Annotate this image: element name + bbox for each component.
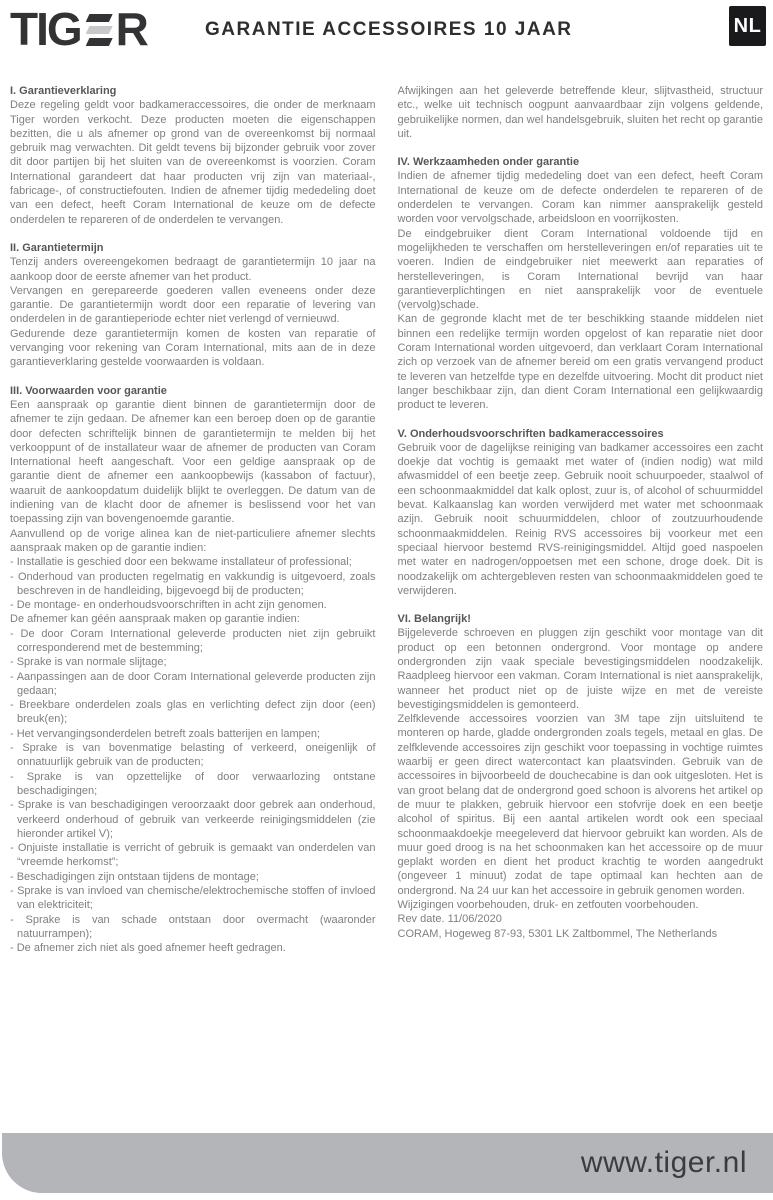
website-link[interactable]: www.tiger.nl: [580, 1146, 747, 1179]
section-4-paragraph: De eindgebruiker dient Coram International voldoende tijd en mogelijkheden te verschaffen om herstelleveringen en/of reparaties uit te voeren. Indien de eindgebruiker niet meewerkt aan reparaties of herstelleveringen, is Coram International bevrijd van haar garantieverplichtingen en niet aansprakelijk voor de eventuele (vervolg)schade.: [397, 227, 763, 312]
company-address: CORAM, Hogeweg 87-93, 5301 LK Zaltbommel, The Netherlands: [397, 927, 718, 940]
section-2-paragraph: Tenzij anders overeengekomen bedraagt de garantietermijn 10 jaar na aankoop door de eerste afnemer van het product.: [10, 256, 376, 283]
exclusion-list-item: - Sprake is van bovenmatige belasting of verkeerd, oneigenlijk of onnatuurlijk gebruik van de producten;: [10, 742, 376, 769]
section-6-paragraph: Bijgeleverde schroeven en pluggen zijn geschikt voor montage van dit product op een betonnen ondergrond. Voor montage op andere ondergronden zijn vaak speciale bevestigingsmiddelen noodzakelijk. Raadpleeg hiervoor een vakman. Coram International is niet aansprakelijk, wanneer het product niet op de juiste wijze en met de vereiste bevestigingsmiddelen is gemonteerd.: [397, 627, 763, 711]
condition-list-item: - Installatie is geschied door een bekwame installateur of professional;: [10, 556, 352, 569]
exclusion-list-item: - Sprake is van schade ontstaan door overmacht (waaronder natuurrampen);: [10, 913, 376, 940]
language-badge: NL: [729, 6, 766, 46]
page-title: GARANTIE ACCESSOIRES 10 JAAR: [205, 19, 573, 40]
document-body: [10, 84, 763, 956]
exclusion-list-item: - Het vervangingsonderdelen betreft zoals batterijen en lampen;: [10, 727, 321, 740]
section-3-paragraph: Een aanspraak op garantie dient binnen de garantietermijn door de afnemer te zijn gedaan. De afnemer kan een beroep doen op de garantie door defecten schriftelijk binnen de garantietermijn te melden bij het verkooppunt of de installateur waar de afnemer de producten van Coram International heeft aangeschaft. Voor een geldige aanspraak op de garantie dient de afnemer een aankoopbewijs (kassabon of factuur), waaruit de aankoopdatum duidelijk blijkt te overleggen. De datum van de indiening van de klacht door de afnemer is beslissend voor het van toepassing zijn van bovengenoemde garantie.: [10, 398, 376, 526]
exclusion-list-item: - Sprake is van opzettelijke of door verwaarlozing ontstane beschadigingen;: [10, 770, 376, 797]
section-4-paragraph: Kan de gegronde klacht met de ter beschikking staande middelen niet binnen een redelijke termijn worden opgelost of kan reparatie niet door Coram International worden uitgevoerd, dan verklaart Coram International zich op verzoek van de afnemer bereid om een gratis vervangend product te leveren van hetzelfde type en dezelfde uitvoering. Mocht dit product niet langer beschikbaar zijn, dan dient Coram International een gelijkwaardig product te leveren.: [397, 313, 763, 412]
section-6-heading: VI. Belangrijk!: [397, 613, 471, 626]
section-3-paragraph: De afnemer kan géén aanspraak maken op garantie indien:: [10, 613, 300, 626]
exclusion-list-item: - De afnemer zich niet als goed afnemer heeft gedragen.: [10, 942, 286, 955]
exclusion-list-item: - Sprake is van normale slijtage;: [10, 656, 167, 669]
section-2-heading: II. Garantietermijn: [10, 241, 104, 254]
exclusion-list-item: - Sprake is van beschadigingen veroorzaakt door gebrek aan onderhoud, verkeerd onderhoud of gebruik van verkeerde reinigingsmiddelen (zie hieronder artikel V);: [10, 799, 376, 840]
exclusion-list-item: - De door Coram International geleverde producten niet zijn gebruikt corresponderend met de bestemming;: [10, 627, 376, 654]
tiger-logo: [10, 3, 147, 55]
section-5-paragraph: Gebruik voor de dagelijkse reiniging van badkamer accessoires een zacht doekje dat vochtig is gemaakt met water of (indien nodig) wat mild afwasmiddel of een beetje zeep. Gebruik nooit schuurpoeder, staalwol of een schoonmaakmiddel dat kalk oplost, zuur is, of alcohol of schuurmiddel bevat. Kalkaanslag kan worden verwijderd met water met schoonmaak azijn. Gebruik nooit schuurmiddelen, chloor of zoutzuurhoudende schoonmaakmiddelen. Reinig RVS accessoires bij voorkeur met een speciaal hiervoor bestemd RVS-reinigingsmiddel. Altijd goed naspoelen met water en nadrogen/oppoetsen met een schone, droge doek. Dit is noodzakelijk om achtergebleven resten van schoonmaakmiddelen goed te verwijderen.: [397, 441, 763, 597]
exclusion-list-item: - Onjuiste installatie is verricht of gebruik is gemaakt van onderdelen van “vreemde herkomst”;: [10, 842, 376, 869]
section-1-heading: I. Garantieverklaring: [10, 85, 117, 97]
right-column: [398, 84, 764, 956]
section-6-paragraph: Zelfklevende accessoires voorzien van 3M tape zijn uitsluitend te monteren op harde, gladde ondergronden zoals tegels, metaal en glas. De zelfklevende accessoires zijn geschikt voor toepassing in vochtige ruimtes waarbij er geen direct watercontact kan plaatsvinden. Gebruik van de accessoires in bijvoorbeeld de douchecabine is dan ook uitgesloten. Het is van groot belang dat de ondergrond goed schoon is alvorens het artikel op de muur te plakken, gebruik hiervoor een stofvrije doek en een beetje alcohol of spiritus. Bij een aantal artikelen wordt ook een speciaal schoonmaakdoekje meegeleverd dat hiervoor gebruikt kan worden. Als de muur goed droog is na het schoonmaken kan het accessoire op de muur geplakt worden en dient het product krachtig te worden aangedrukt (ongeveer 1 minuut) zodat de tape optimaal kan hechten aan de ondergrond. Na 24 uur kan het accessoire in gebruik genomen worden.: [397, 713, 763, 897]
condition-list-item: - De montage- en onderhoudsvoorschriften in acht zijn genomen.: [10, 599, 327, 612]
revision-date: Rev date. 11/06/2020: [397, 913, 502, 926]
condition-list-item: - Onderhoud van producten regelmatig en vakkundig is uitgevoerd, zoals beschreven in de handleiding, bijgevoegd bij de producten;: [10, 570, 376, 597]
section-5-heading: V. Onderhoudsvoorschriften badkameraccessoires: [397, 427, 664, 440]
disclaimer-line: Wijzigingen voorbehouden, druk- en zetfouten voorbehouden.: [397, 899, 699, 912]
section-2-paragraph: Gedurende deze garantietermijn komen de kosten van reparatie of vervanging voor rekening van Coram International, mits aan de in deze garantieverklaring gestelde voorwaarden is voldaan.: [10, 327, 376, 369]
tiger-logo-e-icon: [86, 14, 113, 46]
section-4-paragraph: Indien de afnemer tijdig mededeling doet van een defect, heeft Coram International de keuze om de defecte onderdelen te repareren of de onderdelen te vervangen. Coram kan nimmer aansprakelijk gesteld worden voor vervolgschade, arbeidsloon en voorrijkosten.: [397, 170, 763, 226]
deviations-paragraph: Afwijkingen aan het geleverde betreffende kleur, slijtvastheid, structuur etc., welke uit technisch oogpunt aanvaardbaar zijn volgens geldende, gebruikelijke normen, dan wel handelsgebruik, sluiten het recht op garantie uit.: [397, 85, 763, 140]
section-3-paragraph: Aanvullend op de vorige alinea kan de niet-particuliere afnemer slechts aanspraak maken op de garantie indien:: [10, 527, 376, 554]
tiger-logo-text-right: R: [115, 3, 147, 55]
footer-bar: [2, 1133, 773, 1193]
section-2-paragraph: Vervangen en gerepareerde goederen vallen eveneens onder deze garantie. De garantietermijn wordt door een reparatie of levering van onderdelen in de garantieperiode echter niet verlengd of vernieuwd.: [10, 284, 376, 326]
section-1-paragraph: Deze regeling geldt voor badkameraccessoires, die onder de merknaam Tiger worden verkocht. Deze producten moeten die eigenschappen bezitten, die u als afnemer op grond van de overeenkomst bij normaal gebruik mag verwachten. Dit geldt tevens bij bijzonder gebruik voor zover dit door partijen bij het sluiten van de overeenkomst is voorzien. Coram International garandeert dat haar producten vrij zijn van materiaal-, fabricage-, of constructiefouten. Indien de afnemer tijdig mededeling doet van een defect, heeft Coram International de keuze om de defecte onderdelen te repareren of de onderdelen te vervangen.: [10, 99, 376, 226]
tiger-logo-text-left: TIG: [10, 3, 81, 55]
section-4-heading: IV. Werkzaamheden onder garantie: [397, 156, 580, 169]
section-3-heading: III. Voorwaarden voor garantie: [10, 384, 167, 397]
exclusion-list-item: - Breekbare onderdelen zoals glas en verlichting defect zijn door (een) breuk(en);: [10, 699, 376, 726]
exclusion-list-item: - Aanpassingen aan de door Coram International geleverde producten zijn gedaan;: [10, 670, 376, 697]
left-column: [10, 84, 376, 956]
exclusion-list-item: - Beschadigingen zijn ontstaan tijdens de montage;: [10, 870, 259, 883]
exclusion-list-item: - Sprake is van invloed van chemische/elektrochemische stoffen of invloed van elektriciteit;: [10, 885, 376, 912]
